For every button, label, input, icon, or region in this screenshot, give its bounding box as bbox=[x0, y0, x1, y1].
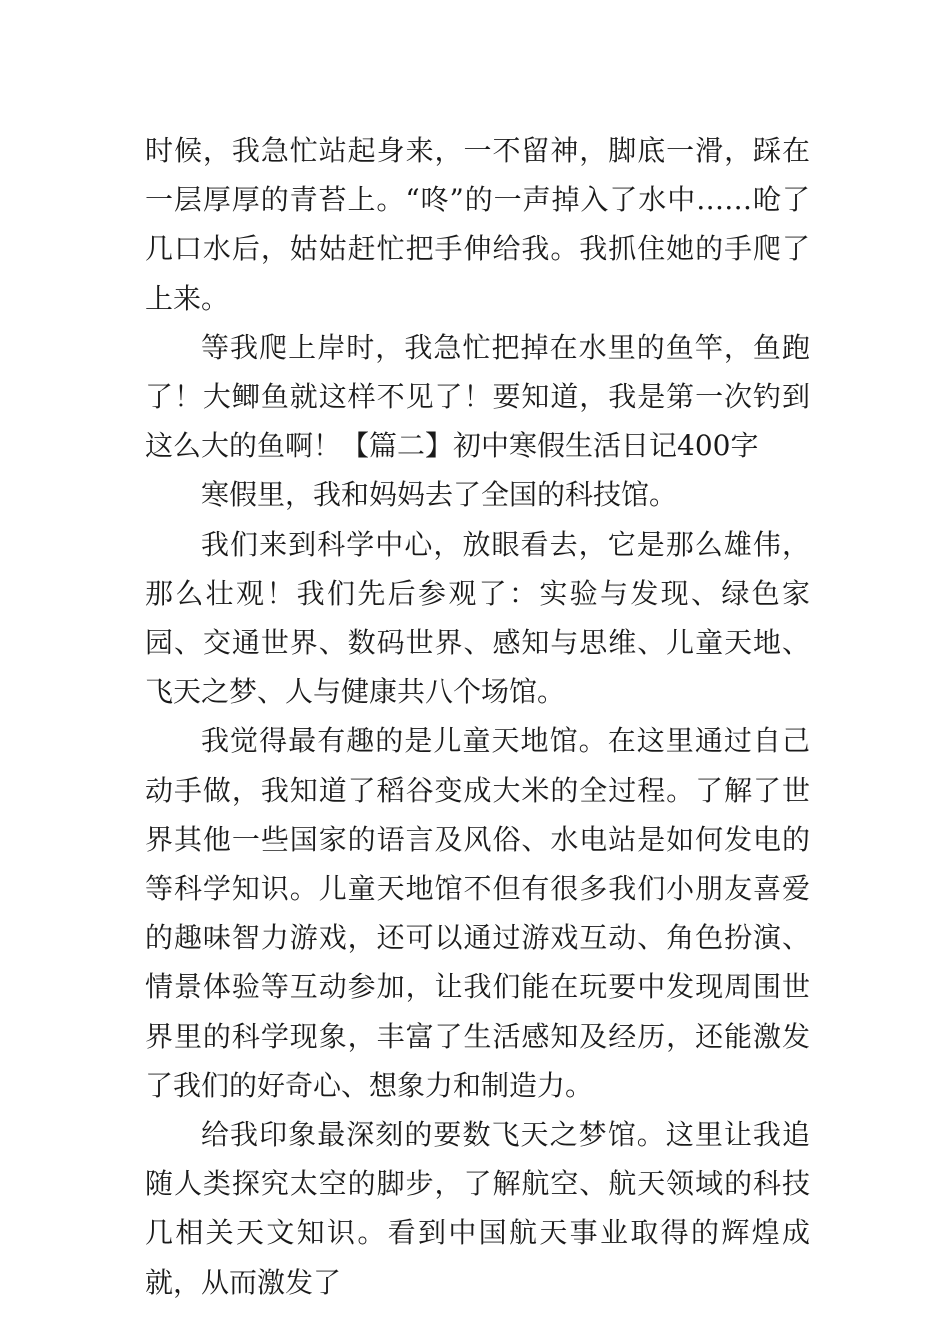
paragraph-4: 我们来到科学中心，放眼看去，它是那么雄伟，那么壮观！我们先后参观了：实验与发现、绿色家园、交通世界、数码世界、感知与思维、儿童天地、飞天之梦、人与健康共八个场馆。 bbox=[145, 527, 810, 709]
paragraph-6: 给我印象最深刻的要数飞天之梦馆。这里让我追随人类探究太空的脚步，了解航空、航天领域的科技几相关天文知识。看到中国航天事业取得的辉煌成就，从而激发了 bbox=[145, 1118, 810, 1299]
paragraph-2: 等我爬上岸时，我急忙把掉在水里的鱼竿，鱼跑了！大鲫鱼就这样不见了！要知道，我是第一次钓到这么大的鱼啊！【篇二】初中寒假生活日记400字 bbox=[145, 330, 810, 463]
paragraph-3: 寒假里，我和妈妈去了全国的科技馆。 bbox=[201, 478, 678, 512]
paragraph-5: 我觉得最有趣的是儿童天地馆。在这里通过自己动手做，我知道了稻谷变成大米的全过程。了解了世界其他一些国家的语言及风俗、水电站是如何发电的等科学知识。儿童天地馆不但有很多我们小朋友喜爱的趣味智力游戏，还可以通过游戏互动、角色扮演、情景体验等互动参加，让我们能在玩要中发现周围世界里的科学现象，丰富了生活感知及经历，还能激发了我们的好奇心、想象力和制造力。 bbox=[145, 724, 810, 1102]
paragraph-1: 时候，我急忙站起身来，一不留神，脚底一滑，踩在一层厚厚的青苔上。“咚”的一声掉入了水中……呛了几口水后，姑姑赶忙把手伸给我。我抓住她的手爬了上来。 bbox=[145, 134, 810, 315]
body-text bbox=[145, 126, 810, 1307]
